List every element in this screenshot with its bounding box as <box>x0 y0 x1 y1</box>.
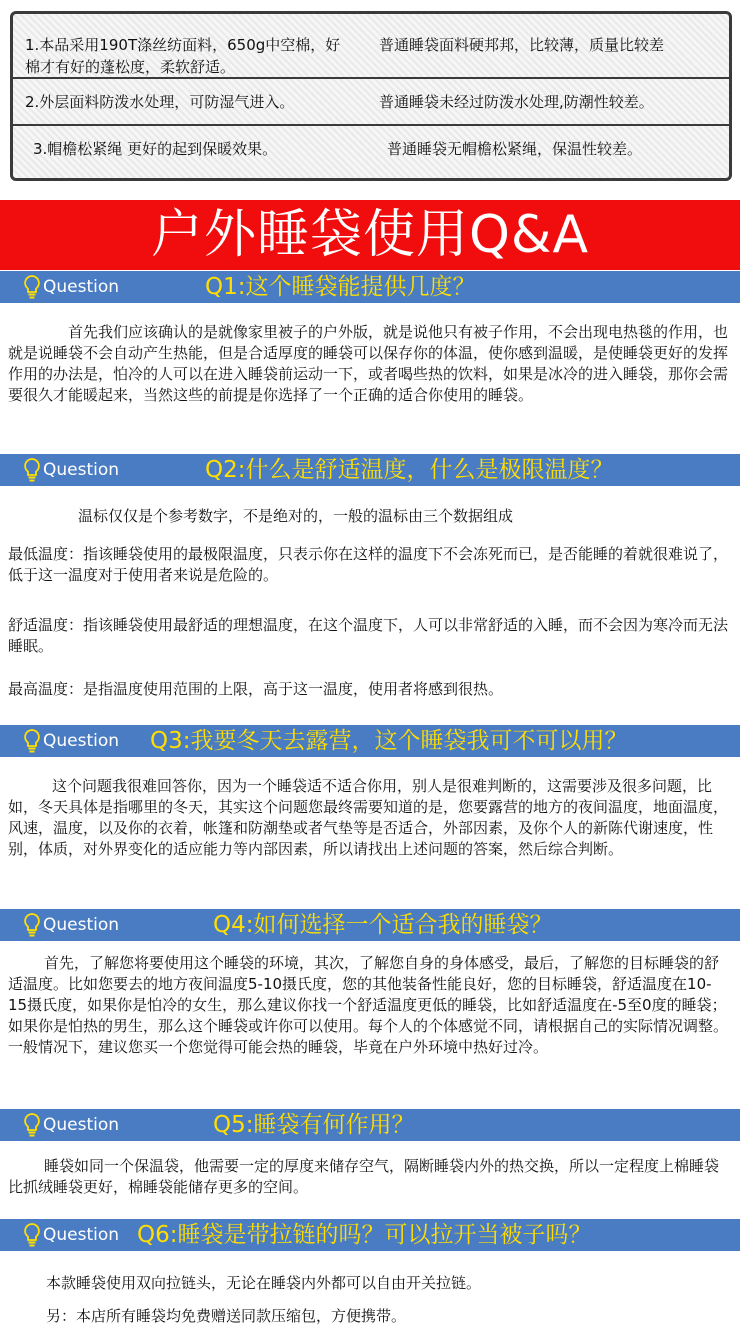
question-title: Q6:睡袋是带拉链的吗？可以拉开当被子吗？ <box>137 1222 592 1248</box>
lightbulb-icon <box>22 457 42 483</box>
question-title: Q1:这个睡袋能提供几度？ <box>205 274 476 300</box>
product-feature: 3.帽檐松紧绳 更好的起到保暖效果。 <box>33 140 278 158</box>
answer-paragraph: 另：本店所有睡袋均免费赠送同款压缩包，方便携带。 <box>46 1307 407 1325</box>
answer-paragraph: 首先，了解您将要使用这个睡袋的环境，其次，了解您自身的身体感受，最后，了解您的目标睡袋的舒适温度。比如您要去的地方夜间温度5-10摄氏度，您的其他装备性能良好，您的目标睡袋，舒适温度在10-15摄氏度，如果你是怕冷的女生，那么建议你找一个舒适温度更低的睡袋，比如舒适温度在-5至0度的睡袋；如果你是怕热的男生，那么这个睡袋或许你可以使用。每个人的个体感觉不同，请根据自己的实际情况调整。一般情况下，建议您买一个您觉得可能会热的睡袋，毕竟在户外环境中热好过冷。 <box>8 954 729 1056</box>
question-tag <box>22 725 119 757</box>
question-bar-q4 <box>0 909 740 941</box>
question-bar-q6 <box>0 1219 740 1251</box>
answer-paragraph: 睡袋如同一个保温袋，他需要一定的厚度来储存空气，隔断睡袋内外的热交换，所以一定程度上棉睡袋比抓绒睡袋更好，棉睡袋能储存更多的空间。 <box>8 1157 720 1196</box>
product-feature: 1.本品采用190T涤丝纺面料，650g中空棉，好棉才有好的蓬松度，柔软舒适。 <box>25 36 341 76</box>
answer-paragraph: 最低温度：指该睡袋使用的最极限温度，只表示你在这样的温度下不会冻死而已，是否能睡的着就很难说了，低于这一温度对于使用者来说是危险的。 <box>8 545 729 584</box>
question-title: Q4:如何选择一个适合我的睡袋？ <box>213 912 553 938</box>
question-bar-q3 <box>0 725 740 757</box>
question-tag <box>22 1109 119 1141</box>
comparison-box <box>10 11 732 181</box>
divider <box>13 77 729 79</box>
question-bar-q5 <box>0 1109 740 1141</box>
question-title: Q3:我要冬天去露营，这个睡袋我可不可以用？ <box>150 728 628 754</box>
lightbulb-icon <box>22 912 42 938</box>
lightbulb-icon <box>22 1222 42 1248</box>
answer-paragraph: 首先我们应该确认的是就像家里被子的户外版，就是说他只有被子作用，不会出现电热毯的作用，也就是说睡袋不会自动产生热能，但是合适厚度的睡袋可以保存你的体温，使你感到温暖，是使睡袋更好的发挥作用的办法是，怕冷的人可以在进入睡袋前运动一下，或者喝些热的饮料，如果是冰冷的进入睡袋，那你会需要很久才能暖起来，当然这些的前提是你选择了一个正确的适合你使用的睡袋。 <box>8 323 729 404</box>
lightbulb-icon <box>22 1112 42 1138</box>
product-feature: 2.外层面料防泼水处理，可防湿气进入。 <box>25 93 295 111</box>
question-label: Question <box>43 731 120 751</box>
question-bar-q2 <box>0 454 740 486</box>
question-tag <box>22 909 119 941</box>
question-label: Question <box>43 915 120 935</box>
lightbulb-icon <box>22 728 42 754</box>
question-tag <box>22 271 119 303</box>
question-tag <box>22 1219 119 1251</box>
question-tag <box>22 454 119 486</box>
answer-paragraph: 舒适温度：指该睡袋使用最舒适的理想温度，在这个温度下，人可以非常舒适的入睡，而不会因为寒冷而无法睡眠。 <box>8 616 729 655</box>
lightbulb-icon <box>22 274 42 300</box>
ordinary-feature: 普通睡袋无帽檐松紧绳，保温性较差。 <box>387 140 643 158</box>
ordinary-feature: 普通睡袋未经过防泼水处理,防潮性较差。 <box>379 93 654 111</box>
divider <box>13 124 729 126</box>
question-title: Q2:什么是舒适温度，什么是极限温度？ <box>205 457 614 483</box>
qa-banner <box>0 200 740 270</box>
question-bar-q1 <box>0 271 740 303</box>
question-label: Question <box>43 1225 120 1245</box>
banner-title: 户外睡袋使用Q&A <box>150 205 590 265</box>
answer-paragraph: 温标仅仅是个参考数字，不是绝对的，一般的温标由三个数据组成 <box>78 507 514 525</box>
answer-paragraph: 本款睡袋使用双向拉链头，无论在睡袋内外都可以自由开关拉链。 <box>46 1274 482 1292</box>
question-label: Question <box>43 277 120 297</box>
question-label: Question <box>43 1115 120 1135</box>
answer-paragraph: 这个问题我很难回答你，因为一个睡袋适不适合你用，别人是很难判断的，这需要涉及很多问题，比如，冬天具体是指哪里的冬天，其实这个问题您最终需要知道的是，您要露营的地方的夜间温度，地面温度，风速，温度，以及你的衣着，帐篷和防潮垫或者气垫等是否适合，外部因素，及你个人的新陈代谢速度，性别，体质，对外界变化的适应能力等内部因素，所以请找出上述问题的答案，然后综合判断。 <box>8 777 729 858</box>
question-label: Question <box>43 460 120 480</box>
answer-paragraph: 最高温度：是指温度使用范围的上限，高于这一温度，使用者将感到很热。 <box>8 680 504 698</box>
question-title: Q5:睡袋有何作用？ <box>213 1112 415 1138</box>
ordinary-feature: 普通睡袋面料硬邦邦，比较薄，质量比较差 <box>379 36 665 54</box>
